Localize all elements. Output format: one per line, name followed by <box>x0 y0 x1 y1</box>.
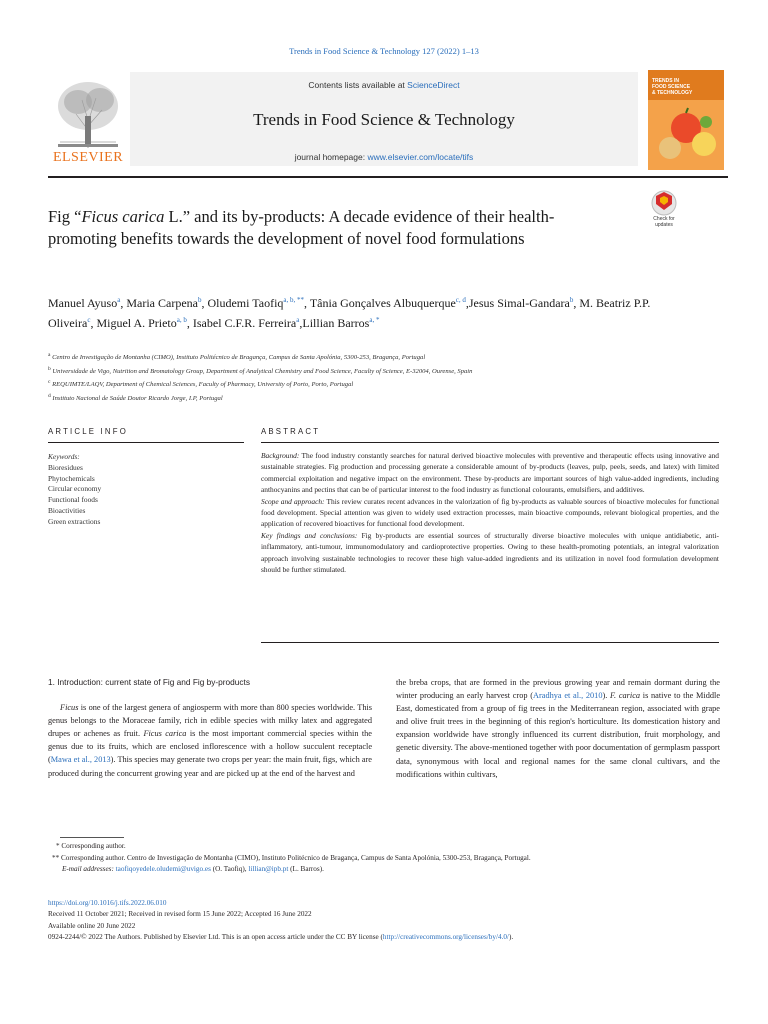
crossmark-label <box>646 216 682 228</box>
contents-line <box>130 80 638 90</box>
author-affiliation-marker[interactable]: a, b, ** <box>283 296 305 304</box>
text-span: ). <box>602 691 611 701</box>
affiliation-text: Universidade de Vigo, Nutrition and Bromatology Group, Department of Analytical Chemistry and Food Science, Faculty of Science, E-32004, Ourense, Spain <box>52 367 473 375</box>
elsevier-wordmark: ELSEVIER <box>52 150 124 165</box>
email-label: E-mail addresses: <box>62 865 114 873</box>
banner-divider <box>48 176 728 178</box>
contents-prefix: Contents lists available at <box>308 80 408 90</box>
journal-homepage-line <box>130 152 638 162</box>
author-separator: , <box>573 296 580 310</box>
author-name[interactable]: Jesus Simal-Gandara <box>468 296 570 310</box>
author-name[interactable]: Lillian Barros <box>302 316 370 330</box>
author-separator: , <box>299 316 303 330</box>
citation-link[interactable]: Mawa et al., 2013 <box>50 755 111 765</box>
affiliation-item <box>48 350 688 364</box>
author-name[interactable]: Isabel C.F.R. Ferreira <box>192 316 297 330</box>
section-heading: 1. Introduction: current state of Fig and Fig by-products <box>48 677 250 687</box>
publication-info <box>48 898 720 943</box>
body-column-left <box>48 676 372 780</box>
footnote-corresponding-1: * Corresponding author. <box>56 842 126 850</box>
footnote-emails <box>48 864 720 876</box>
title-part-2: L.” and its by-products: A decade evidence of their health-promoting benefits towards the development of novel food formulations <box>48 207 555 248</box>
email-name-barros: (L. Barros). <box>288 865 324 873</box>
doi-link[interactable]: https://doi.org/10.1016/j.tifs.2022.06.010 <box>48 899 167 907</box>
affiliation-item <box>48 391 688 405</box>
author-affiliation-marker[interactable]: a, b <box>176 316 187 324</box>
affiliation-key: a <box>48 352 51 358</box>
text-span: is the most important commercial species within the genus due to its fruits, which are enclosed inflorescence with a hollow succulent receptacle ( <box>48 729 372 765</box>
text-span: is one of the largest genera of angiosperm with more than 800 species worldwide. This genus belongs to the Moraceae family, rich in edible species with milky latex and aggregated drupes or achenes as fruit. <box>48 703 372 739</box>
article-info-heading: ARTICLE INFO <box>48 427 128 436</box>
affiliation-key: b <box>48 365 51 372</box>
author-name[interactable]: Oludemi Taofiq <box>207 296 284 310</box>
license-suffix: ). <box>508 932 514 941</box>
abstract-bottom-rule <box>261 642 719 643</box>
text-f-carica: F. carica <box>610 691 641 701</box>
author-name[interactable]: Tânia Gonçalves Albuquerque <box>309 296 456 310</box>
journal-cover[interactable] <box>646 70 726 170</box>
keyword-item: Bioresidues <box>48 462 83 472</box>
footnotes <box>48 841 720 876</box>
abstract-paragraph <box>261 450 719 496</box>
affiliation-key: d <box>48 392 51 399</box>
cover-title <box>652 78 722 96</box>
author-name[interactable]: Miguel A. Prieto <box>96 316 177 330</box>
author-affiliation-marker[interactable]: c, d <box>455 296 466 304</box>
journal-homepage-link[interactable]: www.elsevier.com/locate/tifs <box>367 152 474 162</box>
keywords-label: Keywords: <box>48 452 80 461</box>
keyword-item: Phytochemicals <box>48 473 95 483</box>
abstract-paragraph <box>261 530 719 576</box>
keyword-item: Circular economy <box>48 484 102 494</box>
author-separator: , <box>186 316 193 330</box>
homepage-prefix: journal homepage: <box>294 152 368 162</box>
author-affiliation-marker[interactable]: a <box>296 316 300 324</box>
abstract-paragraph-lead: Background: <box>261 451 300 460</box>
keyword-item: Functional foods <box>48 495 98 505</box>
author-list <box>48 292 688 332</box>
author-separator: , <box>304 296 310 310</box>
elsevier-logo[interactable] <box>48 70 128 170</box>
author-affiliation-marker[interactable]: a <box>117 296 121 304</box>
crossmark-label-line-2: updates <box>655 222 673 228</box>
affiliation-text: REQUIMTE/LAQV, Department of Chemical Sciences, Faculty of Pharmacy, University of Porto, Porto, Portugal <box>52 381 354 389</box>
email-link-taofiq[interactable]: taofiqoyedele.oludemi@uvigo.es <box>115 865 211 873</box>
license-prefix: 0924-2244/© 2022 The Authors. Published by Elsevier Ltd. This is an open access article under the CC BY license ( <box>48 932 383 941</box>
body-paragraph-left <box>48 701 372 780</box>
crossmark-label-line-1: Check for <box>653 216 675 222</box>
keyword-item: Green extractions <box>48 516 101 526</box>
abstract-paragraph-text: The food industry constantly searches for natural derived bioactive molecules with preventive and therapeutic effects using innovative and sustainable strategies. Fig production and processing generate a considerable amount of by-products (leaves, pulp, peels, seeds, and latex) with limited commercial exploitation and negative impact on the environment. These by-products are important sources of high value-added ingredients, including anthocyanins and pectins that can be of particular interest to the food industry as functional colourants, emulsifiers, and additives. <box>261 451 719 495</box>
footnote-corresponding-2: ** Corresponding author. Centro de Investigação de Montanha (CIMO), Instituto Politécnico de Bragança, Campus de Santa Apolónia, 5300-253, Bragança, Portugal. <box>52 853 531 862</box>
affiliation-key: c <box>48 379 51 386</box>
title-part-1: Fig “ <box>48 207 82 226</box>
body-column-right <box>396 676 720 781</box>
check-for-updates-button[interactable] <box>646 190 682 230</box>
text-span: the breba crops, that are formed in the previous growing year and remain dormant during the winter producing an early harvest crop ( <box>396 678 720 701</box>
crossmark-icon <box>646 190 682 216</box>
author-separator: , <box>120 296 127 310</box>
abstract-paragraph-text: This review curates recent advances in the valorization of fig by-products as valuable sources of bioactive molecules for functional food development. Special attention was given to widely used extraction processes, main bioactive compounds, relevant biological properties, and the application of recovered bioactives for functional food development. <box>261 496 719 529</box>
footnote-rule <box>60 837 124 838</box>
license-link[interactable]: http://creativecommons.org/licenses/by/4.0/ <box>382 932 509 941</box>
affiliation-list <box>48 350 688 404</box>
abstract-body <box>261 450 719 575</box>
keywords-block <box>48 452 244 528</box>
article-info-rule <box>48 442 244 443</box>
citation-link[interactable]: Aradhya et al., 2010 <box>533 691 603 701</box>
text-span: is native to the Middle East, domesticated from a group of fig trees in the Mediterranean region, associated with grape and olive fruit trees in the beginning of this region's horticulture. Its domestication history and expansion worldwide have strongly influenced its current distribution, fruit morphology, and genetic diversity. The above-mentioned together with poor documentation of germplasm passport data, synonymous with local and regional names for the same clonal cultivars, and the modifications within cultivars, <box>396 691 721 779</box>
author-separator: , <box>465 296 469 310</box>
author-affiliation-marker[interactable]: b <box>197 296 202 304</box>
abstract-paragraph-lead: Key findings and conclusions: <box>261 530 358 540</box>
text-span: ). This species may generate two crops per year: the main fruit, figs, which are produced during the concurrent growing year and are picked up at the end of the harvest and <box>48 755 372 778</box>
author-name[interactable]: Manuel Ayuso <box>48 296 118 310</box>
author-affiliation-marker[interactable]: a, * <box>369 316 380 324</box>
affiliation-text: Instituto Nacional de Saúde Doutor Ricardo Jorge, I.P, Portugal <box>52 394 223 402</box>
abstract-paragraph-text: Fig by-products are essential sources of structurally diverse bioactive molecules with unique antidiabetic, anti-inflammatory, anti-tumour, immunomodulatory and cardioprotective properties. Owing to these health-promoting potentials, an integral valorization approach involving sustainable technologies to recover these high value-added ingredients and its utilization in novel food formulation development should be further stimulated. <box>261 530 720 575</box>
history-dates: Received 11 October 2021; Received in revised form 15 June 2022; Accepted 16 June 2022 <box>48 910 312 919</box>
body-paragraph-right <box>396 676 720 781</box>
author-name[interactable]: Maria Carpena <box>126 296 198 310</box>
affiliation-item <box>48 364 688 378</box>
sciencedirect-link[interactable]: ScienceDirect <box>407 80 460 90</box>
affiliation-item <box>48 377 688 391</box>
title-species: Ficus carica <box>81 207 165 226</box>
author-affiliation-marker[interactable]: b <box>569 296 574 304</box>
cover-title-line-1: TRENDS IN <box>652 78 679 84</box>
author-separator: , <box>90 316 97 330</box>
journal-header-box <box>130 72 638 166</box>
keywords-list <box>48 463 244 528</box>
text-ficus: Ficus <box>60 703 79 713</box>
available-online: Available online 20 June 2022 <box>48 921 136 930</box>
affiliation-text: Centro de Investigação de Montanha (CIMO), Instituto Politécnico de Bragança, Campus de Santa Apolónia, 5300-253, Bragança, Portugal <box>52 354 426 362</box>
email-link-barros[interactable]: lillian@ipb.pt <box>248 865 289 873</box>
cover-title-line-2: FOOD SCIENCE <box>652 84 691 90</box>
abstract-paragraph-lead: Scope and approach: <box>261 496 325 506</box>
cover-title-line-3: & TECHNOLOGY <box>652 90 693 96</box>
author-affiliation-marker[interactable]: c <box>87 316 91 324</box>
journal-banner <box>48 70 728 172</box>
author-separator: , <box>201 296 208 310</box>
running-head[interactable]: Trends in Food Science & Technology 127 (2022) 1–13 <box>289 46 479 56</box>
text-ficus-carica: Ficus carica <box>143 729 187 739</box>
license-line <box>48 932 720 943</box>
abstract-heading: ABSTRACT <box>261 427 321 436</box>
author-name[interactable]: M. Beatriz P.P. Oliveira <box>48 296 651 330</box>
email-name-taofiq: (O. Taofiq), <box>210 865 249 873</box>
keyword-item: Bioactivities <box>48 505 86 515</box>
article-title <box>48 206 608 250</box>
journal-title: Trends in Food Science & Technology <box>253 110 515 129</box>
abstract-rule <box>261 442 719 443</box>
abstract-paragraph <box>261 496 719 530</box>
